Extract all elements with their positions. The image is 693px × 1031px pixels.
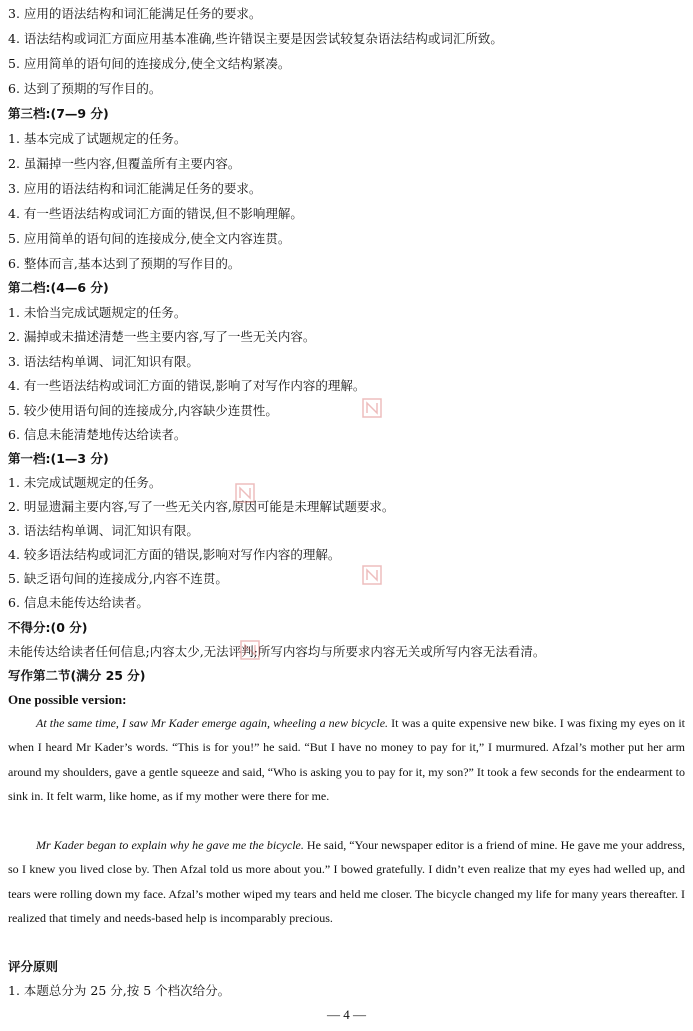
criteria-line: 1. 未完成试题规定的任务。 xyxy=(8,475,162,490)
paragraph-lead: At the same time, I saw Mr Kader emerge again, wheeling a new bicycle. xyxy=(36,716,389,730)
criteria-line: 3. 应用的语法结构和词汇能满足任务的要求。 xyxy=(8,181,262,196)
watermark-logo-icon xyxy=(362,565,382,585)
version-heading: One possible version: xyxy=(8,692,127,707)
grade-heading: 不得分:(0 分) xyxy=(8,620,88,635)
paragraph-body: It was a quite expensive new bike. I was fixing my eyes on it when I heard Mr Kader’s words. “This is for you!” he said. “But I have no money to pay for it,” I murmured. Afzal’s mother put her arm around my shoulders, gave a gentle squeeze and said, “Who is asking you to pay for it, my son?” It took a few seconds for the endearment to sink in. It felt warm, like home, as if my mother were there for me. xyxy=(8,716,686,804)
grade-heading: 第三档:(7—9 分) xyxy=(8,106,109,121)
grade-heading: 第一档:(1—3 分) xyxy=(8,451,109,466)
criteria-line: 2. 虽漏掉一些内容,但覆盖所有主要内容。 xyxy=(8,156,241,171)
criteria-line: 5. 应用简单的语句间的连接成分,使全文内容连贯。 xyxy=(8,231,291,246)
criteria-line: 未能传达给读者任何信息;内容太少,无法评判;所写内容均与所要求内容无关或所写内容无法看清。 xyxy=(8,644,546,659)
criteria-line: 4. 语法结构或词汇方面应用基本准确,些许错误主要是因尝试较复杂语法结构或词汇所致。 xyxy=(8,31,503,46)
criteria-line: 5. 应用简单的语句间的连接成分,使全文结构紧凑。 xyxy=(8,56,291,71)
sample-paragraph-1 xyxy=(8,711,685,809)
paragraph-lead: Mr Kader began to explain why he gave me the bicycle. xyxy=(36,838,304,852)
criteria-line: 1. 未恰当完成试题规定的任务。 xyxy=(8,305,187,320)
criteria-line: 6. 信息未能清楚地传达给读者。 xyxy=(8,427,187,442)
paragraph-body: He said, “Your newspaper editor is a friend of mine. He gave me your address, so I knew you lived close by. Then Afzal told us more about you.” I bowed gratefully. I didn’t even realize that my eyes had welled up, and tears were rolling down my face. Afzal’s mother wiped my tears and held me closer. The bicycle changed my life for many years thereafter. I realized that timely and needs-based help is incomparably precious. xyxy=(8,838,685,926)
criteria-line: 3. 语法结构单调、词汇知识有限。 xyxy=(8,523,199,538)
criteria-line: 3. 语法结构单调、词汇知识有限。 xyxy=(8,354,199,369)
page-number: — 4 — xyxy=(327,1007,366,1022)
grade-heading: 第二档:(4—6 分) xyxy=(8,280,109,295)
criteria-line: 6. 信息未能传达给读者。 xyxy=(8,595,149,610)
criteria-line: 1. 基本完成了试题规定的任务。 xyxy=(8,131,187,146)
criteria-line: 4. 较多语法结构或词汇方面的错误,影响对写作内容的理解。 xyxy=(8,547,341,562)
criteria-line: 2. 明显遗漏主要内容,写了一些无关内容,原因可能是未理解试题要求。 xyxy=(8,499,395,514)
criteria-line: 4. 有一些语法结构或词汇方面的错误,但不影响理解。 xyxy=(8,206,303,221)
criteria-line: 2. 漏掉或未描述清楚一些主要内容,写了一些无关内容。 xyxy=(8,329,316,344)
criteria-line: 5. 较少使用语句间的连接成分,内容缺少连贯性。 xyxy=(8,403,278,418)
criteria-line: 6. 达到了预期的写作目的。 xyxy=(8,81,162,96)
sample-paragraph-2 xyxy=(8,833,685,931)
watermark-logo-icon xyxy=(362,398,382,418)
criteria-line: 6. 整体而言,基本达到了预期的写作目的。 xyxy=(8,256,241,271)
criteria-line: 3. 应用的语法结构和词汇能满足任务的要求。 xyxy=(8,6,262,21)
criteria-line: 5. 缺乏语句间的连接成分,内容不连贯。 xyxy=(8,571,228,586)
criteria-line: 4. 有一些语法结构或词汇方面的错误,影响了对写作内容的理解。 xyxy=(8,378,366,393)
section-heading: 写作第二节(满分 25 分) xyxy=(8,668,146,683)
rules-line: 1. 本题总分为 25 分,按 5 个档次给分。 xyxy=(8,983,231,998)
rules-heading: 评分原则 xyxy=(8,959,59,974)
